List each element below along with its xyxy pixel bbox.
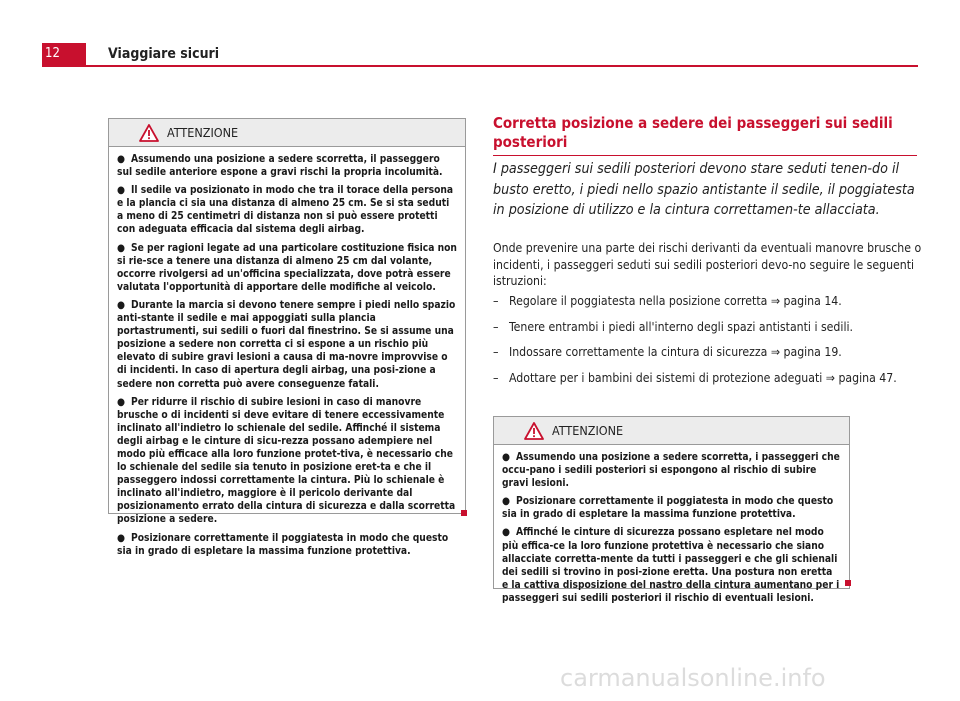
warning-item-text: Assumendo una posizione a sedere scorretta, i passeggeri che occu-pano i sedili posteriori si espongono al rischio di subire gravi lesioni. bbox=[502, 452, 840, 490]
warning-item bbox=[117, 242, 457, 294]
warning-item bbox=[117, 153, 457, 179]
right-warning-header bbox=[494, 417, 849, 445]
warning-item bbox=[117, 184, 457, 236]
warning-item-text: Posizionare correttamente il poggiatesta in modo che questo sia in grado di espletare la massima funzione protettiva. bbox=[117, 532, 449, 557]
right-warning-title: ATTENZIONE bbox=[552, 423, 624, 438]
article-lead: I passeggeri sui sedili posteriori devono stare seduti tenen-do il busto eretto, i piedi nello spazio antistante il sedile, il poggiatesta in posizione di utilizzo e la cintura correttamen-te allacciata. bbox=[493, 161, 915, 218]
warning-item bbox=[117, 396, 457, 527]
warning-item-text: Durante la marcia si devono tenere sempre i piedi nello spazio anti-stante il sedile e mai appoggiati sulla plancia portastrumenti, sui sedili o fuori dal finestrino. Se si assume una posizione a sedere non corretta ci si espone a un rischio più elevato di subire gravi lesioni a causa di ma-novre improvvise o di incidenti. In caso di apertura degli airbag, una posi-zione a sedere non corretta può avere conseguenze fatali. bbox=[117, 299, 456, 390]
list-item-text: Tenere entrambi i piedi all'interno degli spazi antistanti i sedili. bbox=[509, 319, 854, 334]
list-item bbox=[493, 293, 923, 310]
left-warning-body bbox=[109, 147, 465, 558]
article-title-divider bbox=[493, 155, 917, 156]
list-item-text: Regolare il poggiatesta nella posizione corretta ⇒ pagina 14. bbox=[509, 294, 842, 308]
list-item-text: Adottare per i bambini dei sistemi di protezione adeguati ⇒ pagina 47. bbox=[509, 370, 897, 385]
warning-item-text: Per ridurre il rischio di subire lesioni in caso di manovre brusche o di incidenti si deve evitare di tenere eccessivamente inclinato all'indietro lo schienale del sedile. Affinché il sistema degli airbag e le cinture di sicu-rezza possano adempiere nel modo più efficace alla loro funzione protet-tiva, è necessario che lo schienale del sedile sia tenuto in posizione eret-ta e che il passeggero indossi correttamente la cintura. Più lo schienale è inclinato all'indietro, maggiore è il pericolo derivante dal posizionamento errato della cintura di sicurezza e dalla scorretta posizione a sedere. bbox=[117, 396, 456, 526]
page-header bbox=[0, 0, 960, 70]
list-item bbox=[493, 319, 923, 336]
warning-item bbox=[117, 299, 457, 391]
left-warning-box bbox=[108, 118, 466, 557]
dash-icon: – bbox=[493, 345, 499, 360]
bullet-icon: ● bbox=[117, 532, 125, 544]
bullet-icon: ● bbox=[117, 396, 125, 408]
right-warning-box bbox=[493, 416, 850, 604]
bullet-icon: ● bbox=[117, 154, 125, 165]
left-section-end-mark bbox=[461, 510, 467, 516]
header-divider bbox=[42, 65, 918, 67]
dash-icon: – bbox=[493, 294, 499, 308]
section-title: Viaggiare sicuri bbox=[108, 46, 220, 62]
warning-triangle-icon bbox=[139, 124, 159, 142]
warning-triangle-icon bbox=[524, 422, 544, 440]
article-intro: Onde prevenire una parte dei rischi derivanti da eventuali manovre brusche o incidenti, i passeggeri seduti sui sedili posteriori devo-no seguire le seguenti istruzioni: bbox=[493, 241, 922, 289]
right-section-end-mark bbox=[845, 580, 851, 586]
warning-item-text: Assumendo una posizione a sedere scorretta, il passeggero sul sedile anteriore espone a gravi rischi la propria incolumità. bbox=[117, 154, 443, 179]
left-warning-header bbox=[109, 119, 465, 147]
footer-watermark: carmanualsonline.info bbox=[560, 664, 826, 692]
article-title: Corretta posizione a sedere dei passeggeri sui sedili posteriori bbox=[493, 114, 893, 151]
bullet-icon: ● bbox=[502, 527, 510, 539]
warning-item bbox=[502, 495, 841, 521]
instruction-list bbox=[493, 293, 923, 395]
bullet-icon: ● bbox=[502, 452, 510, 463]
warning-item-text: Il sedile va posizionato in modo che tra il torace della persona e la plancia ci sia una distanza di almeno 25 cm. Se si sta seduti a meno di 25 centimetri di distanza non si può essere protetti con adeguata efficacia dal sistema degli airbag. bbox=[117, 185, 454, 236]
warning-item bbox=[117, 532, 457, 558]
right-warning-body bbox=[494, 445, 849, 605]
warning-item-text: Posizionare correttamente il poggiatesta in modo che questo sia in grado di espletare la massima funzione protettiva. bbox=[502, 496, 834, 521]
list-item bbox=[493, 344, 923, 361]
warning-item bbox=[502, 451, 841, 490]
warning-item-text: Affinché le cinture di sicurezza possano espletare nel modo più effica-ce la loro funzione protettiva è necessario che siano allacciate corretta-mente da tutti i passeggeri e che gli schienali dei sedili si trovino in posi-zione eretta. Una postura non eretta e la cattiva disposizione del nastro della cintura aumentano per i passeggeri sui sedili posteriori il rischio di eventuali lesioni. bbox=[502, 527, 840, 604]
dash-icon: – bbox=[493, 370, 499, 385]
warning-item bbox=[502, 526, 841, 605]
bullet-icon: ● bbox=[117, 299, 125, 311]
dash-icon: – bbox=[493, 319, 499, 334]
bullet-icon: ● bbox=[502, 496, 510, 508]
bullet-icon: ● bbox=[117, 242, 125, 254]
list-item bbox=[493, 370, 923, 387]
list-item-text: Indossare correttamente la cintura di sicurezza ⇒ pagina 19. bbox=[509, 345, 842, 360]
page-number: 12 bbox=[42, 43, 86, 65]
left-warning-title: ATTENZIONE bbox=[167, 125, 239, 140]
bullet-icon: ● bbox=[117, 185, 125, 197]
warning-item-text: Se per ragioni legate ad una particolare costituzione fisica non si rie-sce a tenere una distanza di almeno 25 cm dal volante, occorre rivolgersi ad un'officina specializzata, dove potrà essere valutata l'opportunità di apportare delle modifiche al veicolo. bbox=[117, 242, 457, 293]
